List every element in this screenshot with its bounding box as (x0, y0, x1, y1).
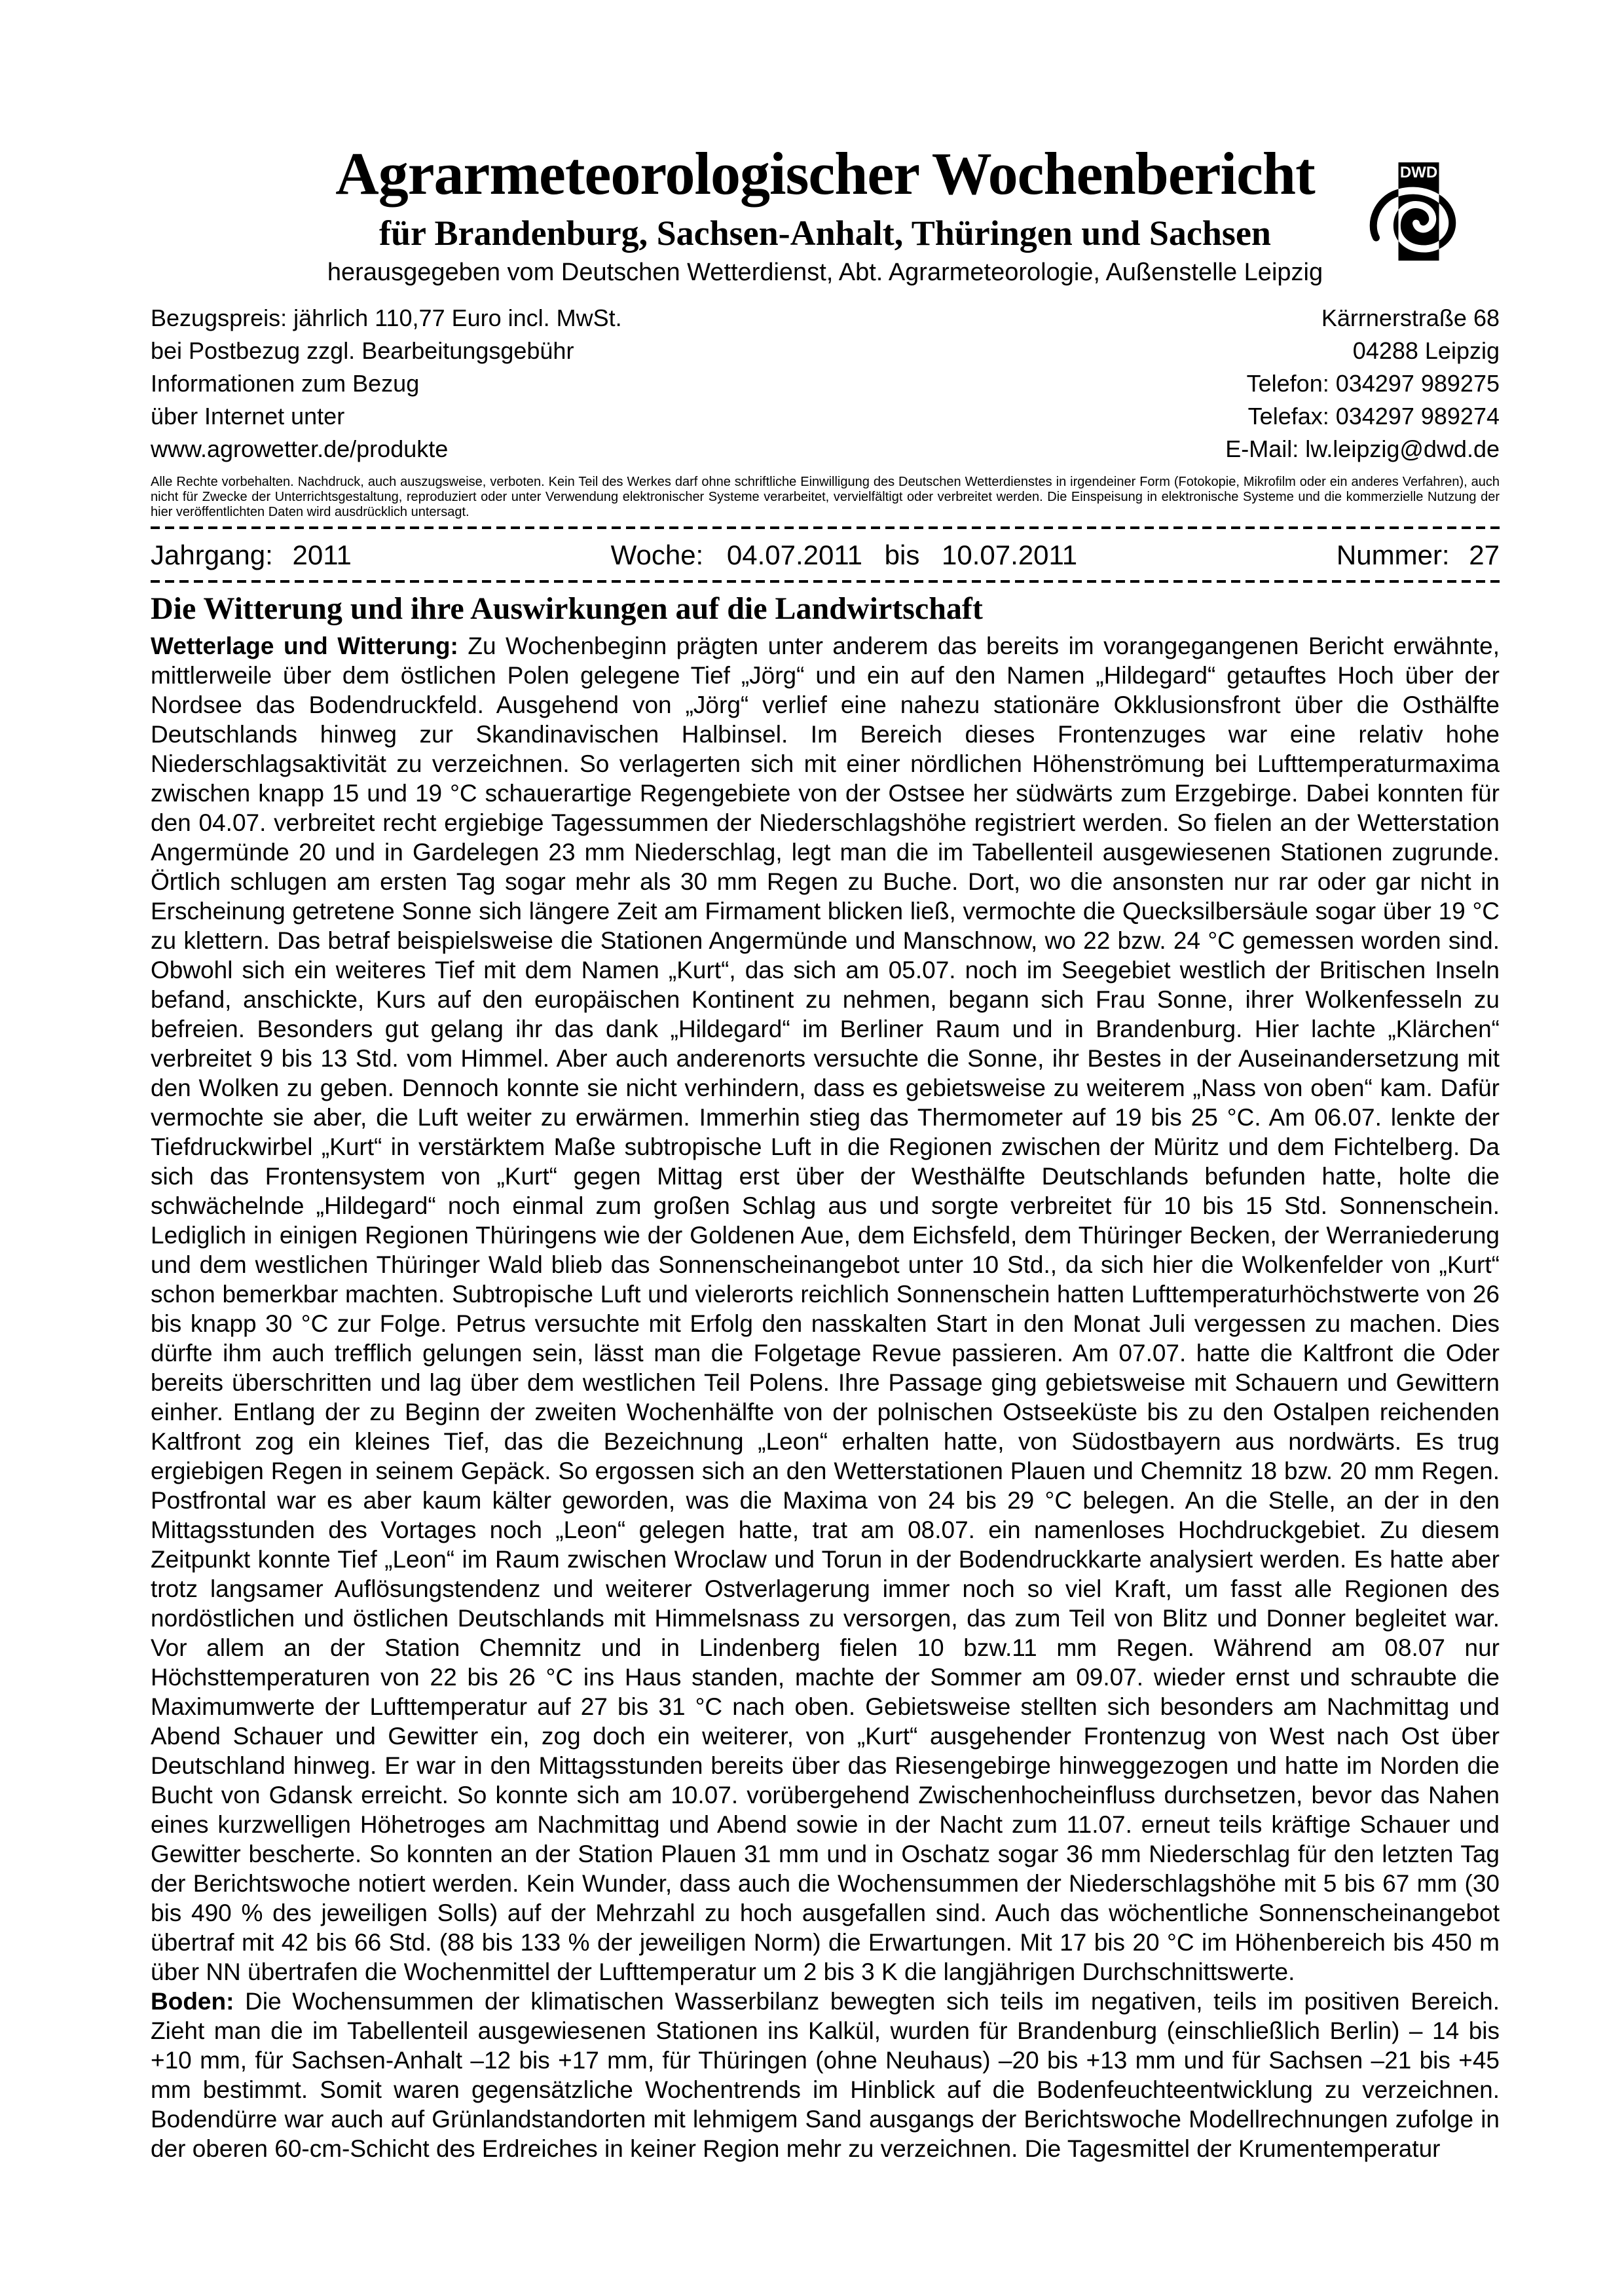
contact-street: Kärrnerstraße 68 (1321, 304, 1500, 331)
bis-label: bis (884, 540, 920, 570)
woche-von: 04.07.2011 (726, 540, 862, 570)
jahrgang-value: 2011 (292, 540, 352, 570)
contact-city: 04288 Leipzig (1352, 337, 1500, 364)
subscription-line: über Internet unter (151, 403, 345, 430)
paragraph-boden (151, 1987, 1500, 2163)
page-title: Agrarmeteorologischer Wochenbericht (335, 140, 1315, 207)
contact-info (1225, 302, 1500, 466)
woche-label: Woche: (610, 540, 704, 570)
masthead (151, 141, 1500, 287)
issue-meta-row (151, 529, 1500, 580)
legal-notice: Alle Rechte vorbehalten. Nachdruck, auch auszugsweise, verboten. Kein Teil des Werkes darf ohne schriftliche Einwilligung des Deutschen Wetterdienstes in irgendeiner Form (Fotokopie, Mikrofilm oder ein anderes Verfahren), auch nicht für Zwecke der Unterrichtsgestaltung, reproduziert oder unter Verwendung elektronischer Systeme verarbeitet, vervielfältigt oder verbreitet werden. Die Einspeisung in elektronische Systeme und die kommerzielle Nutzung der hier veröffentlichten Daten wird ausdrücklich untersagt. (151, 475, 1500, 519)
dashed-rule-bottom (151, 580, 1500, 583)
woche-group (611, 540, 1078, 571)
subscription-url: www.agrowetter.de/produkte (151, 435, 449, 462)
contact-telefax: Telefax: 034297 989274 (1247, 403, 1500, 430)
nummer-label: Nummer: (1336, 540, 1450, 570)
contact-email: E-Mail: lw.leipzig@dwd.de (1225, 435, 1500, 462)
dwd-logo-text: DWD (1399, 164, 1438, 181)
nummer-value: 27 (1469, 540, 1500, 570)
paragraph-label: Boden: (151, 1988, 234, 2015)
paragraph-text: Zu Wochenbeginn prägten unter anderem das bereits im vorangegangenen Bericht erwähnte, mittlerweile über dem östlichen Polen gelegene Tief „Jörg“ und ein auf den Namen „Hildegard“ getauftes Hoch über der Nordsee das Bodendruckfeld. Ausgehend von „Jörg“ verlief eine nahezu stationäre Okklusionsfront über die Osthälfte Deutschlands hinweg zur Skandinavischen Halbinsel. Im Bereich dieses Frontenzuges war eine relativ hohe Niederschlagsaktivität zu verzeichnen. So verlagerten sich mit einer nördlichen Höhenströmung bei Lufttemperaturmaxima zwischen knapp 15 und 19 °C schauerartige Regengebiete von der Ostsee her südwärts zum Erzgebirge. Dabei konnten für den 04.07. verbreitet recht ergiebige Tagessummen der Niederschlagshöhe registriert werden. So fielen an der Wetterstation Angermünde 20 und in Gardelegen 23 mm Niederschlag, legt man die im Tabellenteil ausgewiesenen Stationen zugrunde. Örtlich schlugen am ersten Tag sogar mehr als 30 mm Regen zu Buche. Dort, wo die ansonsten nur rar oder gar nicht in Erscheinung getretene Sonne sich längere Zeit am Firmament blicken ließ, vermochte die Quecksilbersäule sogar über 19 °C zu klettern. Das betraf beispielsweise die Stationen Angermünde und Manschnow, wo 22 bzw. 24 °C gemessen worden sind. Obwohl sich ein weiteres Tief mit dem Namen „Kurt“, das sich am 05.07. noch im Seegebiet westlich der Britischen Inseln befand, anschickte, Kurs auf den europäischen Kontinent zu nehmen, begann sich Frau Sonne, ihrer Wolkenfesseln zu befreien. Besonders gut gelang ihr das dank „Hildegard“ im Berliner Raum und in Brandenburg. Hier lachte „Klärchen“ verbreitet 9 bis 13 Std. vom Himmel. Aber auch anderenorts versuchte die Sonne, ihr Bestes in der Auseinandersetzung mit den Wolken zu geben. Dennoch konnte sie nicht verhindern, dass es gebietsweise zu weiterem „Nass von oben“ kam. Dafür vermochte sie aber, die Luft weiter zu erwärmen. Immerhin stieg das Thermometer auf 19 bis 25 °C. Am 06.07. lenkte der Tiefdruckwirbel „Kurt“ in verstärktem Maße subtropische Luft in die Regionen zwischen der Müritz und dem Fichtelberg. Da sich das Frontensystem von „Kurt“ gegen Mittag erst über der Westhälfte Deutschlands befunden hatte, holte die schwächelnde „Hildegard“ noch einmal zum großen Schlag aus und sorgte verbreitet für 10 bis 15 Std. Sonnenschein. Lediglich in einigen Regionen Thüringens wie der Goldenen Aue, dem Eichsfeld, dem Thüringer Becken, der Werraniederung und dem westlichen Thüringer Wald blieb das Sonnenscheinangebot unter 10 Std., da sich hier die Wolkenfelder von „Kurt“ schon bemerkbar machten. Subtropische Luft und vielerorts reichlich Sonnenschein hatten Lufttemperaturhöchstwerte von 26 bis knapp 30 °C zur Folge. Petrus versuchte mit Erfolg den nasskalten Start in den Monat Juli vergessen zu machen. Dies dürfte ihm auch trefflich gelungen sein, lässt man die Folgetage Revue passieren. Am 07.07. hatte die Kaltfront die Oder bereits überschritten und lag über dem westlichen Teil Polens. Ihre Passage ging gebietsweise mit Schauern und Gewittern einher. Entlang der zu Beginn der zweiten Wochenhälfte von der polnischen Ostseeküste bis zu den Ostalpen reichenden Kaltfront zog ein kleines Tief, das die Bezeichnung „Leon“ erhalten hatte, von Südostbayern aus nordwärts. Es trug ergiebigen Regen in seinem Gepäck. So ergossen sich an den Wetterstationen Plauen und Chemnitz 18 bzw. 20 mm Regen. Postfrontal war es aber kaum kälter geworden, was die Maxima von 24 bis 29 °C belegen. An die Stelle, an der in den Mittagsstunden des Vortages noch „Leon“ gelegen hatte, trat am 08.07. ein namenloses Hochdruckgebiet. Zu diesem Zeitpunkt konnte Tief „Leon“ im Raum zwischen Wroclaw und Torun in der Bodendruckkarte analysiert werden. Es hatte aber trotz langsamer Auflösungstendenz und weiterer Ostverlagerung immer noch so viel Kraft, um fasst alle Regionen des nordöstlichen und östlichen Deutschlands mit Himmelsnass zu versorgen, das zum Teil von Blitz und Donner begleitet war. Vor allem an der Station Chemnitz und in Lindenberg fielen 10 bzw.11 mm Regen. Während am 08.07 nur Höchsttemperaturen von 22 bis 26 °C ins Haus standen, machte der Sommer am 09.07. wieder ernst und schraubte die Maximumwerte der Lufttemperatur auf 27 bis 31 °C nach oben. Gebietsweise stellten sich besonders am Nachmittag und Abend Schauer und Gewitter ein, zog doch ein weiterer, von „Kurt“ ausgehender Frontenzug von West nach Ost über Deutschland hinweg. Er war in den Mittagsstunden bereits über das Riesengebirge hinweggezogen und hatte im Norden die Bucht von Gdansk erreicht. So konnte sich am 10.07. vorübergehend Zwischenhocheinfluss durchsetzen, bevor das Nahen eines kurzwelligen Höhetroges am Nachmittag und Abend sowie in der Nacht zum 11.07. erneut teils kräftige Schauer und Gewitter bescherte. So konnten an der Station Plauen 31 mm und in Oschatz sogar 36 mm Niederschlag für den letzten Tag der Berichtswoche notiert werden. Kein Wunder, dass auch die Wochensummen der Niederschlagshöhe mit 5 bis 67 mm (30 bis 490 % des jeweiligen Solls) auf der Mehrzahl zu hoch ausgefallen sind. Auch das wöchentliche Sonnenscheinangebot übertraf mit 42 bis 66 Std. (88 bis 133 % der jeweiligen Norm) die Erwartungen. Mit 17 bis 20 °C im Höhenbereich bis 450 m über NN übertrafen die Wochenmittel der Lufttemperatur um 2 bis 3 K die langjährigen Durchschnittswerte. (151, 633, 1500, 1985)
jahrgang-label: Jahrgang: (151, 540, 273, 570)
publisher-line: herausgegeben vom Deutschen Wetterdienst, Abt. Agrarmeteorologie, Außenstelle Leipzig (327, 259, 1323, 286)
report-body (151, 631, 1500, 2163)
report-heading: Die Witterung und ihre Auswirkungen auf die Landwirtschaft (151, 591, 983, 626)
nummer-group (1337, 540, 1500, 571)
subscription-info (151, 302, 622, 466)
contact-telefon: Telefon: 034297 989275 (1246, 370, 1500, 397)
subscription-line: Bezugspreis: jährlich 110,77 Euro incl. MwSt. (151, 304, 622, 331)
subscription-line: bei Postbezug zzgl. Bearbeitungsgebühr (151, 337, 574, 364)
paragraph-label: Wetterlage und Witterung: (151, 633, 458, 659)
masthead-info-row (151, 302, 1500, 466)
page-subtitle: für Brandenburg, Sachsen-Anhalt, Thüringen und Sachsen (379, 213, 1271, 253)
woche-bis: 10.07.2011 (942, 540, 1078, 570)
paragraph-wetterlage (151, 631, 1500, 1987)
jahrgang-group (151, 540, 352, 571)
subscription-line: Informationen zum Bezug (151, 370, 420, 397)
paragraph-text: Die Wochensummen der klimatischen Wasserbilanz bewegten sich teils im negativen, teils im positiven Bereich. Zieht man die im Tabellenteil ausgewiesenen Stationen ins Kalkül, wurden für Brandenburg (einschließlich Berlin) – 14 bis +10 mm, für Sachsen-Anhalt –12 bis +17 mm, für Thüringen (ohne Neuhaus) –20 bis +13 mm und für Sachsen –21 bis +45 mm bestimmt. Somit waren gegensätzliche Wochentrends im Hinblick auf die Bodenfeuchteentwicklung zu verzeichnen. Bodendürre war auch auf Grünlandstandorten mit lehmigem Sand ausgangs der Berichtswoche Modellrechnungen zufolge in der oberen 60-cm-Schicht des Erdreiches in keiner Region mehr zu verzeichnen. Die Tagesmittel der Krumentemperatur (151, 1988, 1500, 2162)
